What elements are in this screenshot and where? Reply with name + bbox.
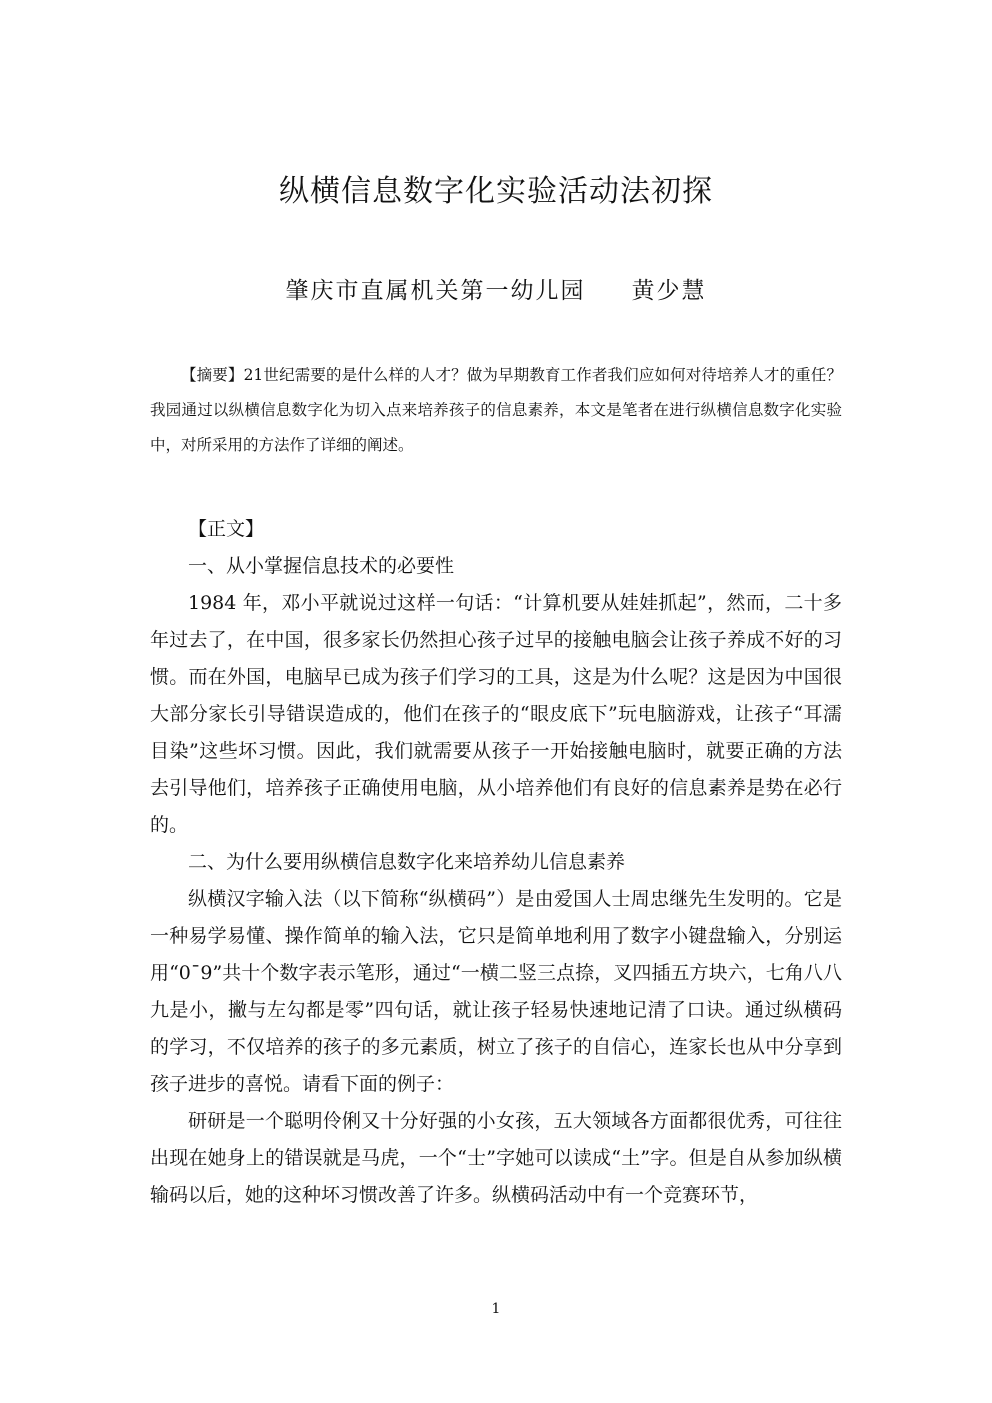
body-paragraph-1: 1984 年，邓小平就说过这样一句话：“计算机要从娃娃抓起”，然而，二十多年过去了，在中国，很多家长仍然担心孩子过早的接触电脑会让孩子养成不好的习惯。而在外国，电脑早已成为孩子们学习的工具，这是为什么呢？这是因为中国很大部分家长引导错误造成的，他们在孩子的“眼皮底下”玩电脑游戏，让孩子“耳濡目染”这些坏习惯。因此，我们就需要从孩子一开始接触电脑时，就要正确的方法去引导他们，培养孩子正确使用电脑，从小培养他们有良好的信息素养是势在必行的。	[150, 592, 842, 836]
author-name: 黄少慧	[631, 278, 707, 304]
page-number: 1	[491, 1301, 501, 1317]
body-text	[150, 511, 842, 1214]
body-paragraph-2: 纵横汉字输入法（以下简称“纵横码”）是由爱国人士周忠继先生发明的。它是一种易学易懂、操作简单的输入法，它只是简单地利用了数字小键盘输入，分别运用“0¯9”共十个数字表示笔形，通过“一横二竖三点捺，叉四插五方块六，七角八八九是小，撇与左勾都是零”四句话，就让孩子轻易快速地记清了口诀。通过纵横码的学习，不仅培养的孩子的多元素质，树立了孩子的自信心，连家长也从中分享到孩子进步的喜悦。请看下面的例子：	[150, 888, 842, 1095]
body-paragraph-3: 研研是一个聪明伶俐又十分好强的小女孩，五大领域各方面都很优秀，可往往出现在她身上的错误就是马虎，一个“士”字她可以读成“土”字。但是自从参加纵横输码以后，她的这种坏习惯改善了许多。纵横码活动中有一个竞赛环节，	[150, 1110, 842, 1206]
section-label: 【正文】	[188, 518, 265, 540]
byline	[0, 272, 992, 305]
section-heading-1: 一、从小掌握信息技术的必要性	[188, 555, 455, 577]
document-title: 纵横信息数字化实验活动法初探	[279, 174, 713, 209]
institution-name: 肇庆市直属机关第一幼儿园	[285, 278, 586, 304]
abstract-paragraph: 【摘要】21世纪需要的是什么样的人才？做为早期教育工作者我们应如何对待培养人才的重任？我园通过以纵横信息数字化为切入点来培养孩子的信息素养，本文是笔者在进行纵横信息数字化实验中，对所采用的方法作了详细的阐述。	[150, 366, 842, 454]
section-heading-2: 二、为什么要用纵横信息数字化来培养幼儿信息素养	[188, 851, 626, 873]
